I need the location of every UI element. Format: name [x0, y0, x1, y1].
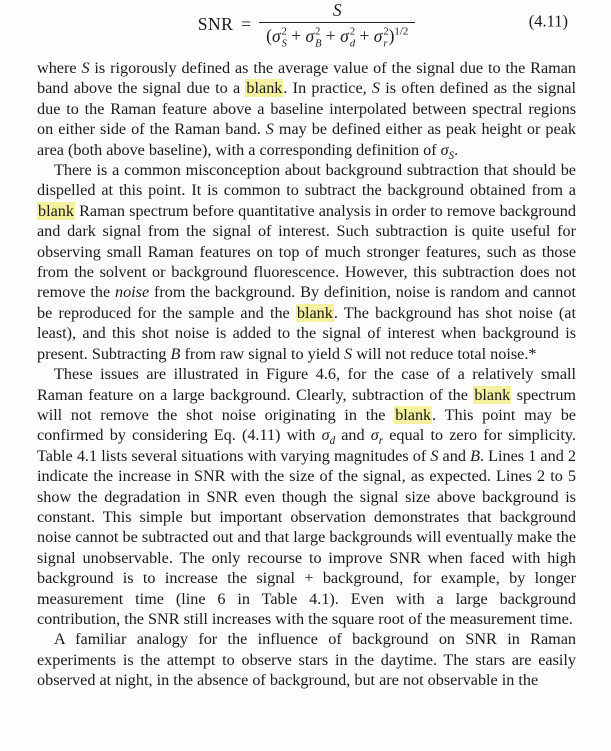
equation-lhs-snr: SNR	[197, 13, 234, 34]
snr-equation	[198, 0, 416, 47]
equation-number: (4.11)	[528, 11, 568, 31]
equation-denominator: ( σ 2 S + σ 2 B + σ 2 d + σ 2 r )$^{1/2}$	[259, 22, 415, 47]
equation-numerator: S	[332, 0, 342, 21]
equation-block	[37, 0, 576, 53]
paragraph-background-misconception: There is a common misconception about background subtraction that should be dispelled at this point. It is common to subtract the background obtained from a blank Raman spectrum before quantitative analysis in order to remove background and dark signal from the signal of interest. Such subtraction is quite useful for observing small Raman features on top of much stronger features, such as those from the solvent or background fluorescence. However, this subtraction does not remove the noise from the background. By definition, noise is random and cannot be reproduced for the sample and the blank. The background has shot noise (at least), and this shot noise is added to the signal of interest when background is present. Subtracting B from raw signal to yield S will not reduce total noise.*	[37, 161, 576, 363]
paragraph-figure-4-6-discussion: These issues are illustrated in Figure 4.6, for the case of a relatively small Raman feature on a large background. Clearly, subtraction of the blank spectrum will not remove the shot noise originating in the blank. This point may be confirmed by considering Eq. (4.11) with $\sigma_d$ and $\sigma_r$ equal to zero for simplicity. Table 4.1 lists several situations with varying magnitudes of S and B. Lines 1 and 2 indicate the increase in SNR with the size of the signal, as expected. Lines 2 to 5 show the degradation in SNR even though the signal size above background is constant. This simple but important observation demonstrates that background noise cannot be subtracted out and that large backgrounds will eventually make the signal unobservable. The only recourse to improve SNR when faced with high background is to increase the signal + background, for example, by longer measurement time (line 6 in Table 4.1). Even with a large background contribution, the SNR still increases with the square root of the measurement time.	[37, 365, 577, 628]
paragraph-where-s-defined: where S is rigorously defined as the average value of the signal due to the Raman band above the signal due to a blank. In practice, S is often defined as the signal due to the Raman feature above a baseline interpolated between spectral regions on either side of the Raman band. S may be defined either as peak height or peak area (both above baseline), with a corresponding definition of $\sigma_S$.	[37, 59, 577, 162]
equation-fraction	[259, 0, 415, 47]
paragraph-stars-analogy: A familiar analogy for the influence of background on SNR in Raman experiments is the attempt to observe stars in the daytime. The stars are easily observed at night, in the absence of background, but are not observable in the	[37, 630, 576, 690]
equation-equals-sign: =	[241, 13, 252, 34]
